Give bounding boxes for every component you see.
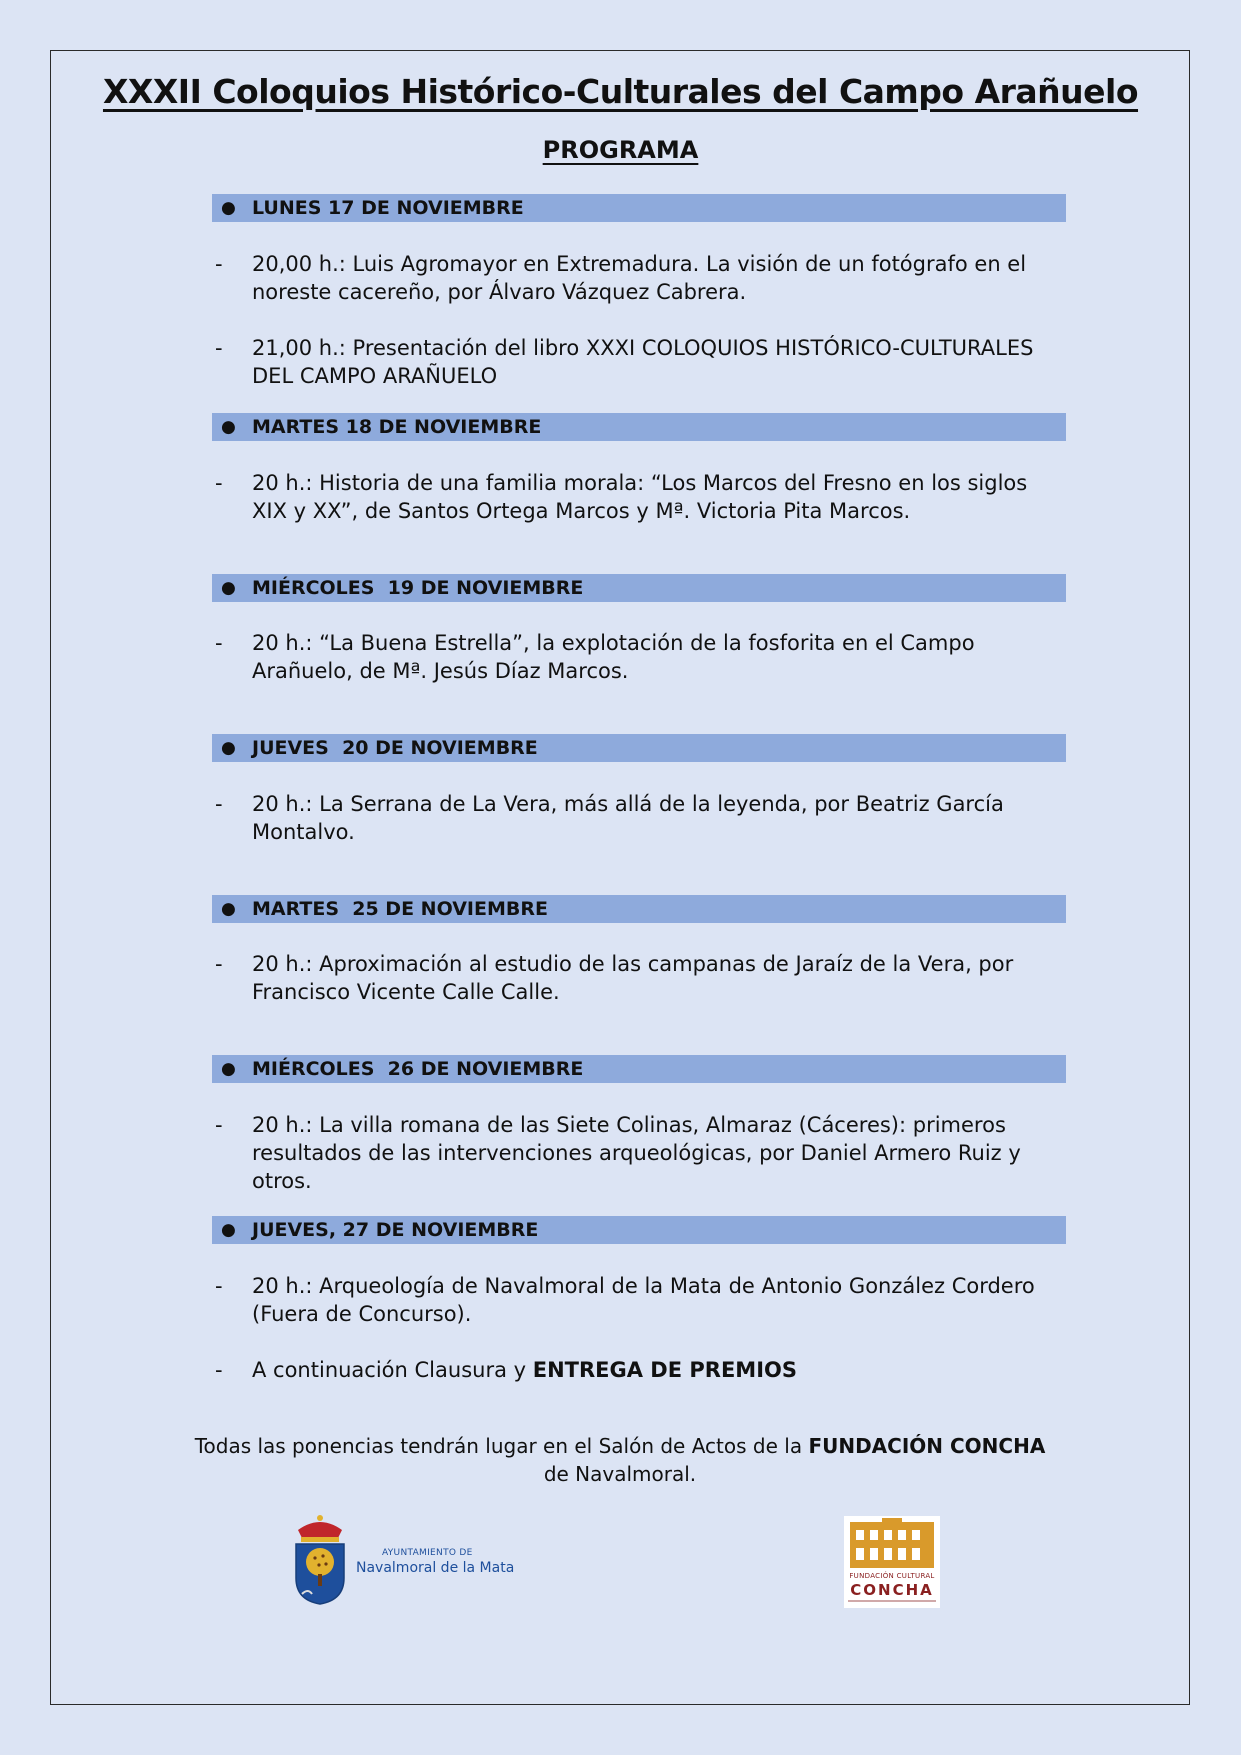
bullet-icon: ● [221,738,236,758]
dash-marker: - [215,252,223,276]
day-label: MARTES 25 DE NOVIEMBRE [252,898,548,920]
program-item-text: 20 h.: Aproximación al estudio de las campanas de Jaraíz de la Vera, por Francisco Vicente Calle Calle. [252,952,1014,1004]
dash-marker: - [215,1113,223,1137]
bullet-icon: ● [221,1059,236,1079]
day-header [212,895,1066,923]
foundation-caption: FUNDACIÓN CULTURAL [849,1572,935,1580]
day-label: MIÉRCOLES 26 DE NOVIEMBRE [252,1058,584,1080]
day-header [212,413,1066,441]
venue-note: Todas las ponencias tendrán lugar en el Salón de Actos de la FUNDACIÓN CONCHA de Navalmoral. [194,1434,1046,1486]
dash-marker: - [215,792,223,816]
day-label: JUEVES 20 DE NOVIEMBRE [252,737,538,759]
day-header [212,1055,1066,1083]
dash-marker: - [215,1274,223,1298]
bullet-icon: ● [221,578,236,598]
program-item-text: 20,00 h.: Luis Agromayor en Extremadura. La visión de un fotógrafo en el noreste cacereño, por Álvaro Vázquez Cabrera. [252,252,1027,304]
program-item-text: 20 h.: La Serrana de La Vera, más allá de la leyenda, por Beatriz García Montalvo. [252,792,1004,844]
day-label: MIÉRCOLES 19 DE NOVIEMBRE [252,577,584,599]
dash-marker: - [215,631,223,655]
day-label: JUEVES, 27 DE NOVIEMBRE [252,1219,539,1241]
program-item-text: 20 h.: Arqueología de Navalmoral de la Mata de Antonio González Cordero (Fuera de Concurso). [252,1274,1035,1326]
day-label: MARTES 18 DE NOVIEMBRE [252,416,542,438]
day-header [212,1216,1066,1244]
dash-marker: - [215,336,223,360]
day-label: LUNES 17 DE NOVIEMBRE [252,197,524,219]
bullet-icon: ● [221,1220,236,1240]
building-facade-icon [844,1516,940,1572]
day-header [212,734,1066,762]
dash-marker: - [215,952,223,976]
day-header [212,574,1066,602]
bullet-icon: ● [221,899,236,919]
dash-marker: - [215,471,223,495]
municipality-name: Navalmoral de la Mata [356,1560,515,1576]
dash-marker: - [215,1358,223,1382]
program-item-text: 21,00 h.: Presentación del libro XXXI COLOQUIOS HISTÓRICO-CULTURALES DEL CAMPO ARAÑUELO [252,336,1034,388]
program-item-text: 20 h.: “La Buena Estrella”, la explotación de la fosforita en el Campo Arañuelo, de Mª. Jesús Díaz Marcos. [252,631,975,683]
municipality-caption: AYUNTAMIENTO DE [382,1548,473,1558]
awards-emphasis: ENTREGA DE PREMIOS [532,1358,797,1382]
program-item-text: 20 h.: Historia de una familia morala: “Los Marcos del Fresno en los siglos XIX y XX”, de Santos Ortega Marcos y Mª. Victoria Pita Marcos. [252,471,1028,523]
program-heading: PROGRAMA [542,136,699,164]
document-title: XXXII Coloquios Histórico-Culturales del Campo Arañuelo [102,72,1139,111]
program-item-text: 20 h.: La villa romana de las Siete Colinas, Almaraz (Cáceres): primeros resultados de las intervenciones arqueológicas, por Daniel Armero Ruiz y otros. [252,1113,1021,1193]
bullet-icon: ● [221,417,236,437]
program-item-text: A continuación Clausura y ENTREGA DE PREMIOS [252,1358,797,1382]
foundation-tagline-mark [848,1600,936,1602]
foundation-name: CONCHA [850,1581,934,1599]
foundation-logo [844,1516,940,1608]
day-header [212,194,1066,222]
coat-of-arms-icon [290,1508,350,1608]
bullet-icon: ● [221,198,236,218]
venue-emphasis: FUNDACIÓN CONCHA [808,1434,1046,1458]
municipality-logo [290,1508,515,1608]
